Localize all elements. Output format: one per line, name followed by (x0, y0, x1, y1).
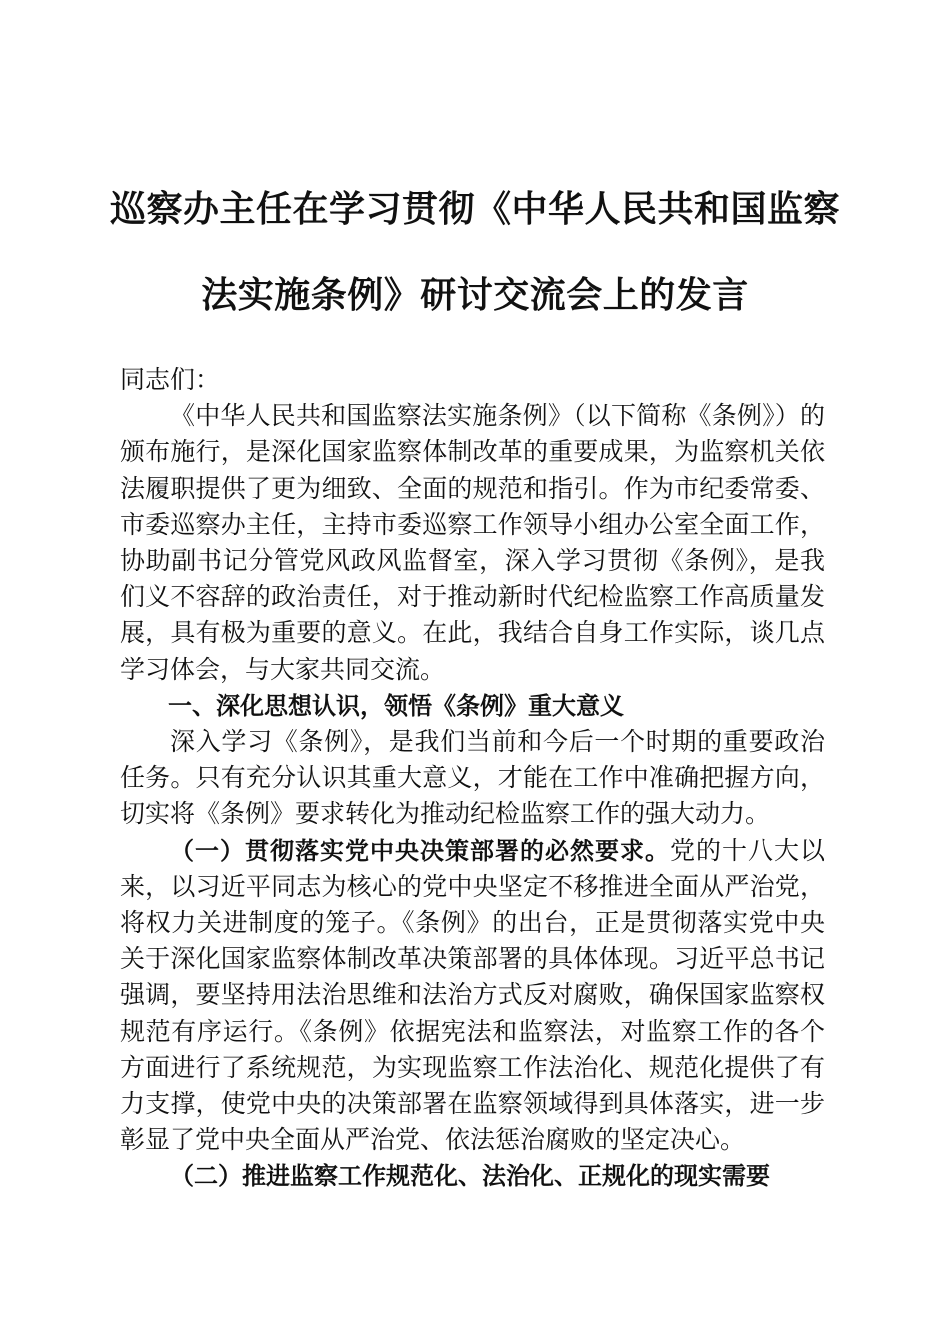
point-2-lead: （二）推进监察工作规范化、法治化、正规化的现实需要 (170, 1162, 770, 1191)
point-2-paragraph (120, 1158, 825, 1194)
salutation: 同志们： (120, 365, 221, 394)
section-1-heading: 一、深化思想认识，领悟《条例》重大意义 (168, 691, 624, 720)
point-1-paragraph (120, 833, 825, 1159)
title-line-1: 巡察办主任在学习贯彻《中华人民共和国监察 (109, 188, 840, 230)
intro-paragraph: 《中华人民共和国监察法实施条例》（以下简称《条例》）的颁布施行，是深化国家监察体制改革的重要成果，为监察机关依法履职提供了更为细致、全面的规范和指引。作为市纪委常委、市委巡察办主任，主持市委巡察工作领导小组办公室全面工作，协助副书记分管党风政风监督室，深入学习贯彻《条例》，是我们义不容辞的政治责任，对于推动新时代纪检监察工作高质量发展，具有极为重要的意义。在此，我结合自身工作实际，谈几点学习体会，与大家共同交流。 (120, 401, 825, 684)
document-title (100, 166, 850, 338)
title-line-2: 法实施条例》研讨交流会上的发言 (201, 274, 749, 316)
point-1-lead: （一）贯彻落实党中央决策部署的必然要求。 (170, 836, 670, 865)
section-1-paragraph: 深入学习《条例》，是我们当前和今后一个时期的重要政治任务。只有充分认识其重大意义，才能在工作中准确把握方向，切实将《条例》要求转化为推动纪检监察工作的强大动力。 (120, 727, 825, 829)
point-1-body: 党的十八大以来，以习近平同志为核心的党中央坚定不移推进全面从严治党，将权力关进制度的笼子。《条例》的出台，正是贯彻落实党中央关于深化国家监察体制改革决策部署的具体体现。习近平总书记强调，要坚持用法治思维和法治方式反对腐败，确保国家监察权规范有序运行。《条例》依据宪法和监察法，对监察工作的各个方面进行了系统规范，为实现监察工作法治化、规范化提供了有力支撑，使党中央的决策部署在监察领域得到具体落实，进一步彰显了党中央全面从严治党、依法惩治腐败的坚定决心。 (120, 835, 825, 1155)
document-body (120, 362, 825, 1195)
